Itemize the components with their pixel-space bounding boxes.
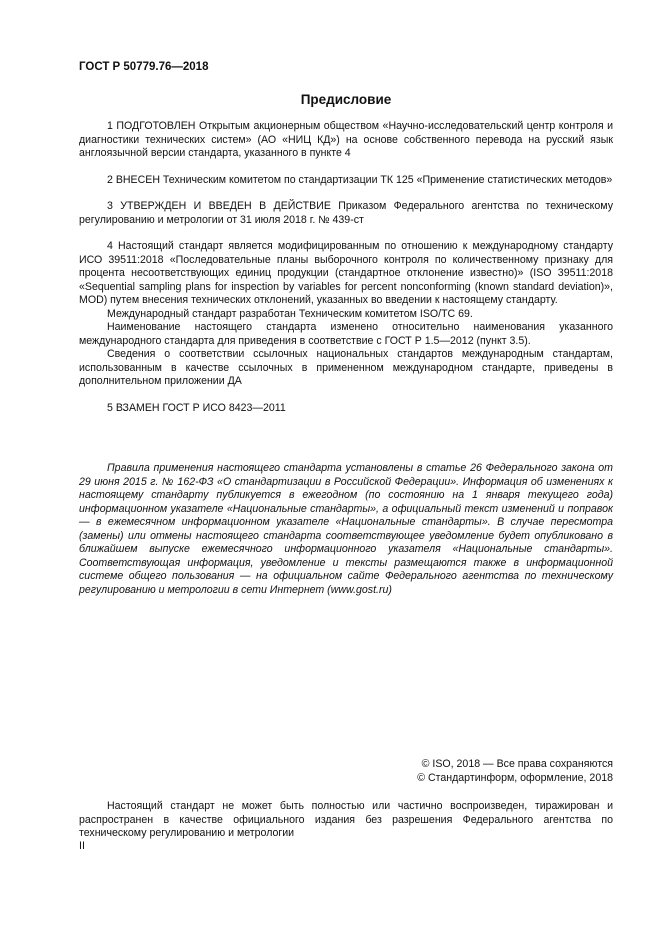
standard-notice [79,462,613,597]
item-text: Наименование настоящего стандарта изменено относительно наименования указанного международного стандарта для приведения в соответствие с ГОСТ Р 1.5—2012 (пункт 3.5). [79,321,613,347]
item-text: Международный стандарт разработан Техническим комитетом ISO/TC 69. [107,307,473,320]
item-text: 1 ПОДГОТОВЛЕН Открытым акционерным обществом «Научно-исследовательский центр контроля и диагностики технических систем» (АО «НИЦ КД») на основе собственного перевода на русский язык англоязычной версии стандарта, указанного в пункте 4 [79,120,613,159]
item-text: 2 ВНЕСЕН Техническим комитетом по стандартизации ТК 125 «Применение статистических методов» [107,173,613,186]
notice-text: Правила применения настоящего стандарта установлены в статье 26 Федерального закона от 29 июня 2015 г. № 162-ФЗ «О стандартизации в Российской Федерации». Информация об изменениях к настоящему стандарту публикуется в ежегодном (по состоянию на 1 января текущего года) информационном указателе «Национальные стандарты», а официальный текст изменений и поправок — в ежемесячном информационном указателе «Национальные стандарты». В случае пересмотра (замены) или отмены настоящего стандарта соответствующее уведомление будет опубликовано в ближайшем выпуске ежемесячного информационного указателя «Национальные стандарты». Соответствующая информация, уведомление и тексты размещаются также в информационной системе общего пользования — на официальном сайте Федерального агентства по техническому регулированию и метрологии в сети Интернет (www.gost.ru) [79,462,613,596]
preface-items [79,120,613,428]
preface-item-1 [79,120,613,161]
preface-item-2 [79,174,613,188]
reproduction-notice [79,800,613,841]
item-text: 5 ВЗАМЕН ГОСТ Р ИСО 8423—2011 [107,401,286,414]
item-text: 3 УТВЕРЖДЕН И ВВЕДЕН В ДЕЙСТВИЕ Приказом Федерального агентства по техническому регулированию и метрологии от 31 июля 2018 г. № 439-ст [79,200,613,226]
page-title: Предисловие [300,92,392,107]
copyright-iso: © ISO, 2018 — Все права сохраняются [421,758,613,770]
preface-item-5 [79,402,613,416]
preface-item-4 [79,240,613,389]
item-text: 4 Настоящий стандарт является модифицированным по отношению к международному стандарту ИСО 39511:2018 «Последовательные планы выборочного контроля по количественному признаку для процента несоответствующих единиц продукции (стандартное отклонение известно)» (ISO 39511:2018 «Sequential sampling plans for inspection by variables for percent nonconforming (known standard deviation)», MOD) путем внесения технических отклонений, указанных во введении к настоящему стандарту. [79,240,613,306]
reproduction-text: Настоящий стандарт не может быть полностью или частично воспроизведен, тиражирован и распространен в качестве официального издания без разрешения Федерального агентства по техническому регулированию и метрологии [79,800,613,839]
item-text: Сведения о соответствии ссылочных национальных стандартов международным стандартам, использованным в качестве ссылочных в примененном международном стандарте, приведены в дополнительном приложении ДА [79,348,613,387]
copyright-block [417,757,613,785]
copyright-standartinform: © Стандартинформ, оформление, 2018 [417,772,613,784]
page-number: II [79,840,85,852]
preface-item-3 [79,200,613,227]
document-code: ГОСТ Р 50779.76—2018 [79,61,209,73]
